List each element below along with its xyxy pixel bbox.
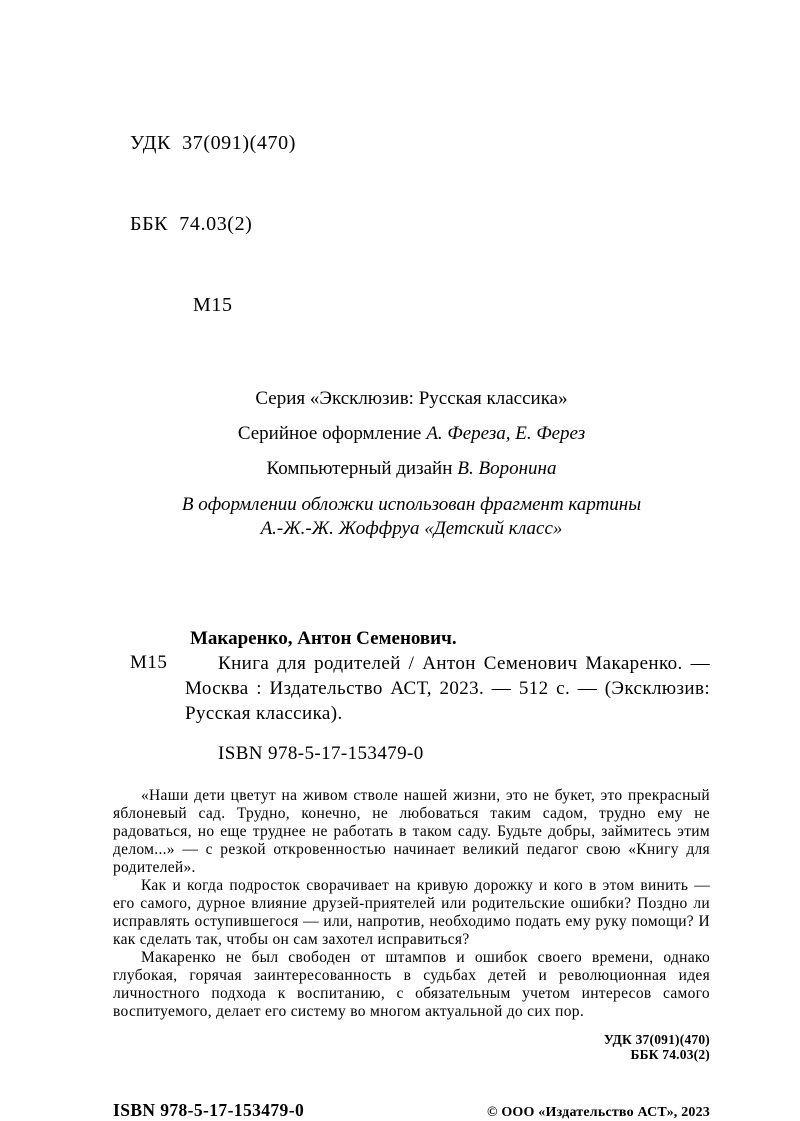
series-design-names: А. Фереза, Е. Ферез <box>426 423 586 444</box>
imprint-codes-right <box>113 1032 710 1062</box>
bib-isbn: ISBN 978-5-17-153479-0 <box>218 743 424 764</box>
computer-design-line <box>113 458 710 480</box>
series-block <box>113 388 710 541</box>
udk-right-line: УДК 37(091)(470) <box>603 1032 710 1047</box>
bib-row <box>113 651 710 726</box>
annotation-paragraph-2: Как и когда подросток сворачивает на кривую дорожку и кого в этом винить — его самого, дурное влияние друзей-приятелей или родительские ошибки? Поздно ли исправлять оступившегося — или, напротив, необходимо подать ему руку помощи? И как сделать так, чтобы он сам захотел исправиться? <box>113 877 710 948</box>
author-code-top: М15 <box>193 294 233 316</box>
bib-author: Макаренко, Антон Семенович. <box>190 628 457 649</box>
bbk-top-line: ББК 74.03(2) <box>130 213 253 235</box>
bib-description: Книга для родителей / Антон Семенович Макаренко. — Москва : Издательство АСТ, 2023. — 512 с. — (Эксклюзив: Русская классика). <box>185 653 710 724</box>
series-design-line <box>113 423 710 445</box>
footer-isbn: ISBN 978-5-17-153479-0 <box>113 1100 305 1120</box>
cover-note-line1: В оформлении обложки использован фрагмент картины <box>181 494 642 515</box>
annotation <box>113 787 710 1021</box>
computer-design-name: В. Воронина <box>457 458 557 479</box>
udk-top-line: УДК 37(091)(470) <box>130 132 296 154</box>
computer-design-label: Компьютерный дизайн <box>266 458 453 479</box>
series-title: Серия «Эксклюзив: Русская классика» <box>255 388 568 409</box>
footer-copyright: © ООО «Издательство АСТ», 2023 <box>486 1105 710 1120</box>
bibliographic-entry <box>113 627 710 765</box>
footer-line <box>113 1100 710 1121</box>
imprint-codes-top <box>130 76 710 373</box>
bbk-right-line: ББК 74.03(2) <box>630 1047 710 1062</box>
series-design-label: Серийное оформление <box>237 423 422 444</box>
annotation-paragraph-3: Макаренко не был свободен от штампов и ошибок своего времени, однако глубокая, горячая заинтересованность в судьбах детей и революционная идея личностного подхода к воспитанию, с обязательным учетом интересов самого воспитуемого, делает его систему во многом актуальной до сих пор. <box>113 949 710 1020</box>
cover-note-line2: А.-Ж.-Ж. Жоффруа «Детский класс» <box>260 518 563 539</box>
bib-author-code: М15 <box>130 652 168 673</box>
annotation-paragraph-1: «Наши дети цветут на живом стволе нашей жизни, это не букет, это прекрасный яблоневый сад. Трудно, конечно, не любоваться таким садом, трудно ему не радоваться, но еще труднее не работать в таком саду. Будьте добры, займитесь этим делом...» — с резкой откровенностью начинает великий педагог свою «Книгу для родителей». <box>113 787 710 876</box>
